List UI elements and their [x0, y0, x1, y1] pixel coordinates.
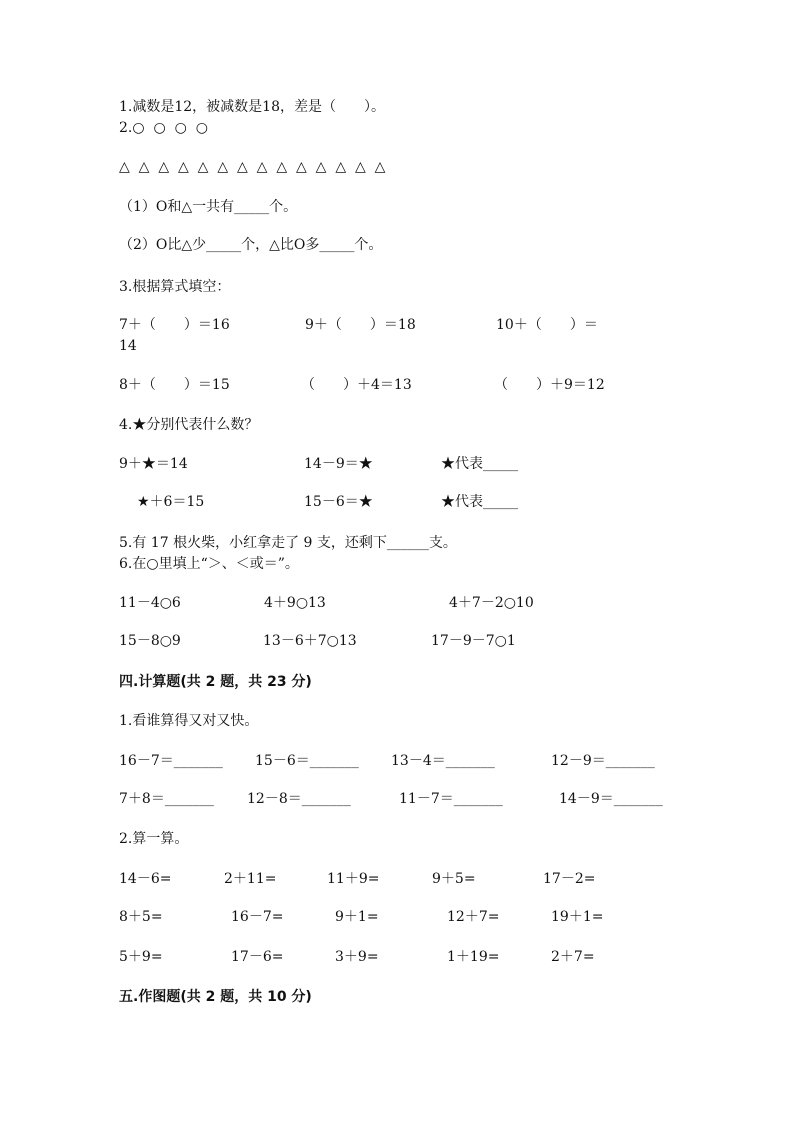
q4-row1-item1: 9＋★＝14 [119, 456, 188, 472]
calc-row2-item4: 14－9＝_______ [559, 791, 663, 807]
compute-row2-item2: 16－7= [231, 909, 284, 925]
q3-row1-wrap: 14 [119, 338, 137, 354]
section-4-part-2-title: 2.算一算。 [119, 831, 189, 847]
compute-row2-item4: 12＋7= [447, 909, 500, 925]
q6-row1-item3: 4＋7－2○10 [449, 595, 534, 611]
question-5: 5.有 17 根火柴，小红拿走了 9 支，还剩下______支。 [119, 535, 457, 551]
section-5-heading: 五.作图题(共 2 题，共 10 分) [119, 989, 312, 1005]
question-2-sub-2: （2）O比△少_____个，△比O多_____个。 [119, 237, 383, 253]
compute-row2-item1: 8＋5= [119, 909, 163, 925]
q4-row2-item2: 15－6＝★ [304, 494, 373, 510]
circles-row: ○ ○ ○ ○ [132, 120, 208, 136]
q3-row1-item2: 9＋（ ）＝18 [305, 317, 416, 333]
q3-row1-item3: 10＋（ ）＝ [496, 317, 598, 333]
compute-row3-item1: 5＋9= [119, 949, 163, 965]
question-2-label: 2. [119, 120, 133, 136]
q4-row1-item2: 14－9＝★ [304, 456, 373, 472]
compute-row3-item3: 3＋9= [335, 949, 379, 965]
q3-row1-item1: 7＋（ ）＝16 [119, 317, 230, 333]
q4-row2-item3: ★代表_____ [441, 494, 518, 510]
q3-row2-item1: 8＋（ ）＝15 [119, 377, 230, 393]
q3-row2-item2: （ ）＋4＝13 [301, 377, 412, 393]
section-4-part-1-title: 1.看谁算得又对又快。 [119, 713, 259, 729]
calc-row1-item3: 13－4＝_______ [391, 753, 495, 769]
calc-row1-item4: 12－9＝_______ [551, 753, 655, 769]
question-3-title: 3.根据算式填空： [119, 279, 231, 295]
q6-row2-item1: 15－8○9 [119, 633, 181, 649]
compute-row3-item5: 2＋7= [551, 949, 595, 965]
compute-row1-item4: 9＋5= [432, 871, 476, 887]
q6-row2-item2: 13－6＋7○13 [263, 633, 357, 649]
compute-row1-item3: 11＋9= [327, 871, 380, 887]
q4-row2-item1: ★＋6＝15 [137, 494, 205, 510]
compute-row3-item4: 1＋19= [447, 949, 500, 965]
compute-row1-item5: 17－2= [543, 871, 596, 887]
calc-row2-item3: 11－7＝_______ [399, 791, 503, 807]
q6-row1-item2: 4＋9○13 [264, 595, 326, 611]
section-4-heading: 四.计算题(共 2 题，共 23 分) [119, 674, 312, 690]
question-2-sub-1: （1）O和△一共有_____个。 [119, 199, 298, 215]
compute-row2-item5: 19＋1= [551, 909, 604, 925]
calc-row1-item1: 16－7＝_______ [119, 753, 223, 769]
q6-row2-item3: 17－9－7○1 [431, 633, 516, 649]
calc-row2-item2: 12－8＝_______ [247, 791, 351, 807]
compute-row2-item3: 9＋1= [335, 909, 379, 925]
triangles-row: △ △ △ △ △ △ △ △ △ △ △ △ △ △ [119, 159, 386, 175]
compute-row1-item2: 2＋11= [224, 871, 277, 887]
compute-row3-item2: 17－6= [231, 949, 284, 965]
question-1: 1.减数是12，被减数是18，差是（ ）。 [119, 99, 385, 115]
question-6-title: 6.在○里填上“＞、＜或＝”。 [119, 556, 299, 572]
question-4-title: 4.★分别代表什么数？ [119, 417, 259, 433]
q4-row1-item3: ★代表_____ [441, 456, 518, 472]
q6-row1-item1: 11－4○6 [119, 595, 181, 611]
question-2-circles [119, 119, 208, 137]
compute-row1-item1: 14－6= [119, 871, 172, 887]
q3-row2-item3: （ ）＋9＝12 [494, 377, 605, 393]
calc-row1-item2: 15－6＝_______ [255, 753, 359, 769]
calc-row2-item1: 7＋8＝_______ [119, 791, 214, 807]
